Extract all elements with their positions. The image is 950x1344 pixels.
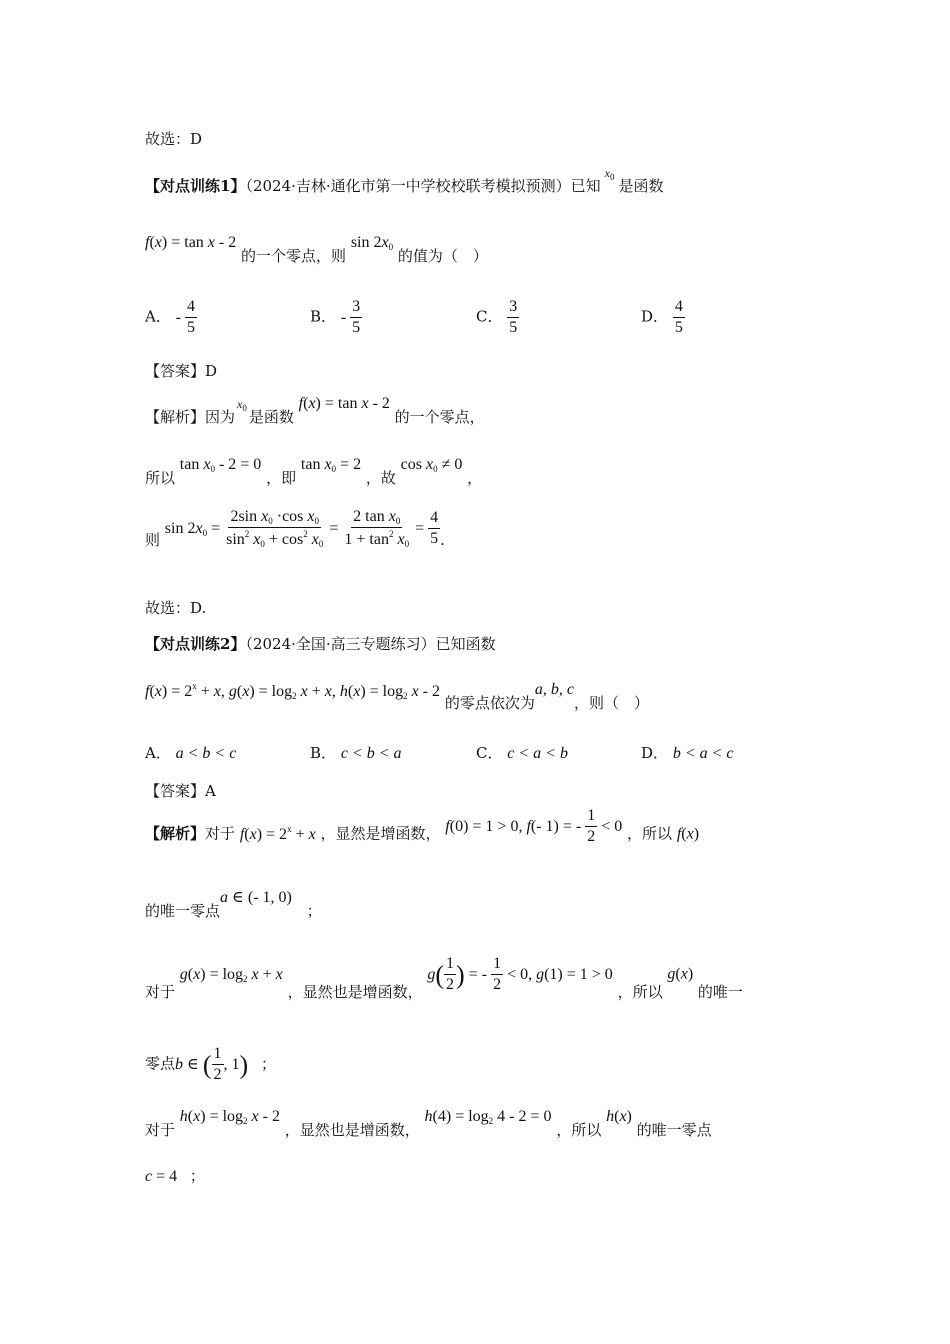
exercise-1-label: 【对点训练1】 [145, 177, 246, 195]
answer-1: 【答案】D [145, 362, 218, 380]
text: 的一个零点， [394, 408, 485, 426]
option-math: a < b < c [175, 745, 237, 762]
text: 的值为（ ） [397, 247, 488, 265]
explanation-2-line3 [145, 955, 743, 1001]
text: 的一个零点，则 [241, 247, 347, 265]
text: ，显然也是增函数， [284, 1121, 420, 1139]
explanation-1-line3 [145, 508, 445, 550]
functions-math: $f(x) = 2^x + x$, $g(x) = \log_2 x + x$, $h(x) = \log_2 x - 2$ [145, 681, 441, 701]
answer-2: 【答案】A [145, 782, 216, 800]
text: 的零点依次为 [444, 694, 535, 712]
option-label: A． [145, 744, 171, 762]
option-label: C． [476, 307, 503, 326]
option-label: B． [310, 307, 337, 326]
text: ，则（ ） [573, 694, 649, 712]
explanation-2-line1 [145, 807, 700, 855]
option-label: D． [641, 307, 669, 326]
exercise-1-line2 [145, 234, 488, 265]
text: ； [306, 902, 322, 920]
text: 对于 [145, 1121, 176, 1139]
expl-label: 【解析】 [145, 408, 206, 426]
text: ，所以 [556, 1121, 602, 1139]
text: ，即 [266, 469, 297, 487]
math: h(x) [606, 1108, 632, 1125]
math: a ∈ (- 1, 0) [220, 889, 292, 906]
option-math: - $\frac{3}{5}$ [340, 298, 361, 337]
text: 对于 [205, 824, 236, 843]
text: ，所以 [617, 982, 663, 1001]
text: 的唯一零点 [145, 902, 221, 920]
option-c[interactable] [476, 298, 519, 338]
text: 是函数 [618, 177, 664, 195]
text: 的唯一 [697, 982, 743, 1001]
option-math: c < a < b [507, 745, 568, 762]
function-f-math: f(x) = tan x - 2 [145, 234, 237, 251]
exercise-2-line2 [145, 680, 649, 712]
explanation-2-line6 [145, 1165, 205, 1186]
exercise-2-source: （2024·全国·高三专题练习）已知函数 [245, 635, 496, 653]
text: ，显然是增函数， [320, 824, 441, 843]
option-d[interactable] [641, 742, 734, 763]
text: ，所以 [627, 824, 673, 843]
text: ； [189, 1167, 205, 1185]
exercise-2-header [145, 633, 496, 654]
option-d[interactable] [641, 298, 685, 338]
option-math: - $\frac{4}{5}$ [175, 298, 195, 337]
option-a[interactable] [145, 742, 236, 763]
x0-math: $x_0$ [237, 397, 247, 413]
option-a[interactable] [145, 298, 197, 338]
math: $\tan x_0 - 2 = 0$ [179, 456, 262, 474]
option-label: B． [310, 744, 337, 762]
math: f(x) [676, 825, 700, 843]
math: $h(4) = \log_2 4 - 2 = 0$ [424, 1108, 552, 1126]
math: $g(x) = \log_2 x + x$ [179, 965, 283, 984]
explanation-2-line5 [145, 1105, 712, 1139]
option-math: c < b < a [340, 745, 402, 762]
exercise-2-label: 【对点训练2】 [145, 635, 246, 653]
text: 的唯一零点 [636, 1121, 712, 1139]
math: $h(x) = \log_2 x - 2$ [179, 1108, 280, 1126]
explanation-1-line1 [145, 392, 485, 426]
sin2x0-derivation-math: $\sin 2x_0$ = $\frac{2\sin x_0 \cdot\cos x_0}{\sin^2 x_0 + \cos^2 x_0}$ = $\frac{2 \tan x_0}{1 + \tan^2 x_0}$ = $\frac{4}{5}$ [164, 508, 439, 550]
text: 是函数 [248, 408, 294, 426]
text: 零点 [145, 1054, 176, 1073]
expl-label: 【解析】 [145, 824, 206, 843]
function-f-math: f(x) = tan x - 2 [298, 395, 390, 412]
abc-math: a, b, c [534, 681, 574, 698]
x0-math: x0 [604, 166, 615, 182]
text: ，故 [365, 469, 396, 487]
option-math: $\frac{3}{5}$ [509, 298, 518, 337]
math: b ∈ ( $\frac{1}{2}$ , 1) [175, 1045, 249, 1084]
explanation-1-line2 [145, 453, 483, 487]
text: 则 [145, 530, 161, 549]
option-math: b < a < c [672, 745, 734, 762]
option-label: C． [476, 744, 503, 762]
option-b[interactable] [310, 742, 402, 763]
exercise-1-source: （2024·吉林·通化市第一中学校校联考模拟预测）已知 [245, 177, 601, 195]
sin2x0-math: $\sin 2x_0$ [350, 234, 394, 252]
option-label: D． [641, 744, 669, 762]
math: $f(x) = 2^x + x$ [239, 823, 316, 843]
math: f(0) = 1 > 0, f(- 1) = - $\frac{1}{2}$ < 0 [445, 807, 623, 846]
text: ，显然也是增函数， [287, 982, 423, 1001]
option-label: A． [145, 307, 171, 326]
math: c = 4 [145, 1168, 178, 1185]
text: ； [260, 1054, 276, 1073]
math: g( $\frac{1}{2}$ ) = - $\frac{1}{2}$ < 0, g(1) = 1 > 0 [427, 955, 613, 994]
text: ， [467, 469, 483, 487]
text: 对于 [145, 982, 176, 1001]
math: g(x) [667, 965, 694, 983]
math: $\cos x_0 \ne 0$ [400, 456, 463, 474]
explanation-2-line2 [145, 886, 322, 920]
text: . [440, 530, 445, 549]
text: 因为 [205, 408, 236, 426]
option-math: $\frac{4}{5}$ [674, 298, 683, 337]
option-b[interactable] [310, 298, 362, 338]
math: $\tan x_0 = 2$ [300, 456, 362, 474]
explanation-2-line4 [145, 1045, 276, 1085]
conclusion-text: 故选：D [145, 130, 203, 148]
exercise-1-header [145, 166, 664, 196]
text: 所以 [145, 469, 176, 487]
conclusion-text: 故选：D. [145, 599, 207, 617]
option-c[interactable] [476, 742, 568, 763]
